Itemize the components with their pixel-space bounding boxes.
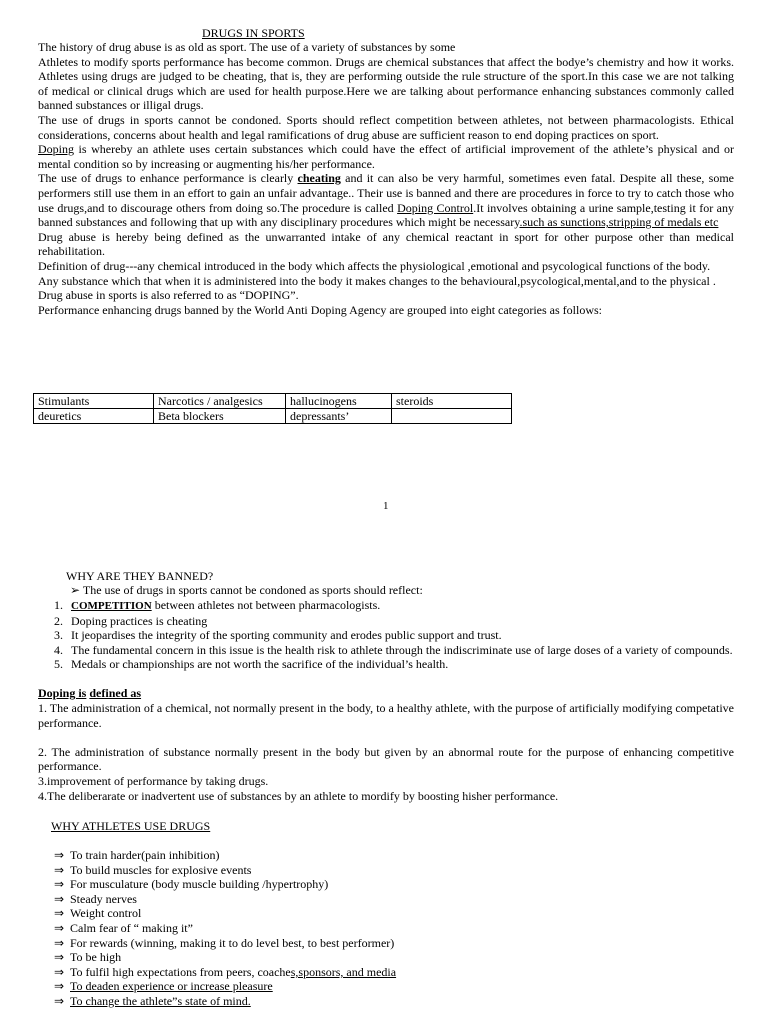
paragraph: Drug abuse in sports is also referred to as “DOPING”. [38,288,299,303]
list-item: ⇒ Steady nerves [54,891,137,906]
why-athletes-use-heading: WHY ATHLETES USE DRUGS [51,819,211,833]
arrow-icon: ⇒ [54,906,65,921]
arrow-icon: ⇒ [54,920,65,935]
table-cell: deuretics [34,409,154,424]
arrow-icon: ⇒ [54,848,65,862]
paragraph: Definition of drug---any chemical introduced in the body which affects the physiological ,emotional and psycological functions of the body. [38,258,711,273]
list-item: ⇒ Calm fear of “ making it” [54,920,193,935]
table-row [34,409,512,424]
doping-term: Doping [38,142,74,157]
arrow-icon: ⇒ [54,964,65,979]
why-banned-heading: WHY ARE THEY BANNED? [66,569,214,583]
document-title: DRUGS IN SPORTS [202,26,305,40]
definition-item: 2. The administration of substance normally present in the body but given by an abnormal route for the purpose of enhancing competitive performance. [38,744,734,774]
list-item: 5. Medals or championships are not worth the sacrifice of the individual’s health. [54,657,449,672]
list-item: 3. It jeopardises the integrity of the sporting community and erodes public support and trust. [54,628,502,643]
paragraph: Any substance which that when it is administered into the body it makes changes to the behavioural,psycological,mental,and to the physical . [38,273,716,288]
paragraph: Doping is whereby an athlete uses certain substances which could have the effect of artificial improvement of the athlete’s physical and or mental condition so by increasing or augmenting his/her performance. [38,142,734,171]
table-cell: Narcotics / analgesics [154,394,286,409]
intro-paragraph-block [38,40,734,317]
why-athletes-use-list [54,848,396,1009]
cheating-term: cheating [297,171,341,186]
arrow-icon: ⇒ [54,950,65,965]
paragraph: The history of drug abuse is as old as sport. The use of a variety of substances by some [38,40,456,54]
list-item: 2. Doping practices is cheating [54,613,208,628]
table-cell: depressants’ [286,409,392,424]
arrow-icon: ⇒ [54,862,65,877]
list-item: 4. The fundamental concern in this issue is the health risk to athlete through the indiscriminate use of large doses of a variety of compounds. [54,642,733,657]
list-item: ⇒ To deaden experience or increase pleasure [54,979,273,994]
arrow-icon: ⇒ [54,877,65,892]
list-item: ⇒ Weight control [54,906,142,921]
list-item: ⇒ To build muscles for explosive events [54,862,252,877]
list-item: ⇒ To be high [54,950,122,965]
definition-item: 3.improvement of performance by taking drugs. [38,773,269,788]
table-cell: Stimulants [34,394,154,409]
paragraph: The use of drugs in sports cannot be condoned. Sports should reflect competition between athletes, not between pharmacologists. Ethical considerations, concerns about health and legal ramifications of drug abuse are sufficient reason to end doping practices on sport. [38,112,734,142]
arrow-icon: ⇒ [54,979,65,994]
paragraph: Athletes to modify sports performance has become common. Drugs are chemical substances that affect the bodye’s chemistry and how it works. Athletes using drugs are judged to be cheating, that is, they are performing outside the rule structure of the sport.In this case we are not talking of medical or clinical drugs which are used for health purpose.Here we are talking about performance enhancing substances commonly called banned substances or illigal drugs. [38,54,734,113]
arrow-bullet-icon: ➢ [70,583,81,597]
list-item: ⇒ To fulfil high expectations from peers, coaches,sponsors, and media [54,964,397,979]
table-cell: hallucinogens [286,394,392,409]
doping-definitions [38,701,734,803]
table-cell: Beta blockers [154,409,286,424]
list-item: 1. COMPETITION between athletes not between pharmacologists. [54,598,381,612]
list-item: ⇒ For rewards (winning, making it to do level best, to best performer) [54,935,395,950]
arrow-icon: ⇒ [54,993,65,1008]
table-cell: steroids [392,394,512,409]
paragraph: Drug abuse is hereby being defined as the unwarranted intake of any chemical reactant in sport for other purpose other than medical rehabilitation. [38,229,734,259]
arrow-icon: ⇒ [54,891,65,906]
page-number: 1 [383,500,389,512]
competition-term: COMPETITION [71,600,152,612]
why-banned-bullet: ➢ The use of drugs in sports cannot be condoned as sports should reflect: [70,583,423,597]
arrow-icon: ⇒ [54,935,65,950]
table-row [34,394,512,409]
drug-categories-table [33,393,512,424]
list-item: ⇒ To change the athlete”s state of mind. [54,993,251,1008]
definition-item: 4.The deliberarate or inadvertent use of substances by an athlete to mordify by boosting hisher performance. [38,788,559,803]
banned-reasons-list [38,598,734,672]
table-cell [392,409,512,424]
paragraph: The use of drugs to enhance performance is clearly cheating and it can also be very harmful, sometimes even fatal. Despite all these, some performers still use them in an effort to gain an unfair advantage.. Their use is banned and there are procedures in force to try to catch those who use drugs,and to discourage others from doing so.The procedure is called Doping Control.It involves obtaining a urine sample,testing it for any banned substances and following that up with any disciplinary procedures which might be necessary.such as sunctions,stripping of medals etc [38,171,735,230]
list-item: ⇒ To train harder(pain inhibition) [54,848,220,862]
definition-item: 1. The administration of a chemical, not normally present in the body, to a healthy athlete, with the purpose of artificially modifying competative performance. [38,701,734,730]
doping-control-term: Doping Control [397,200,474,215]
doping-defined-heading: Doping is defined as [38,686,142,700]
list-item: ⇒ For musculature (body muscle building /hypertrophy) [54,877,329,892]
paragraph: Performance enhancing drugs banned by the World Anti Doping Agency are grouped into eight categories as follows: [38,302,602,317]
